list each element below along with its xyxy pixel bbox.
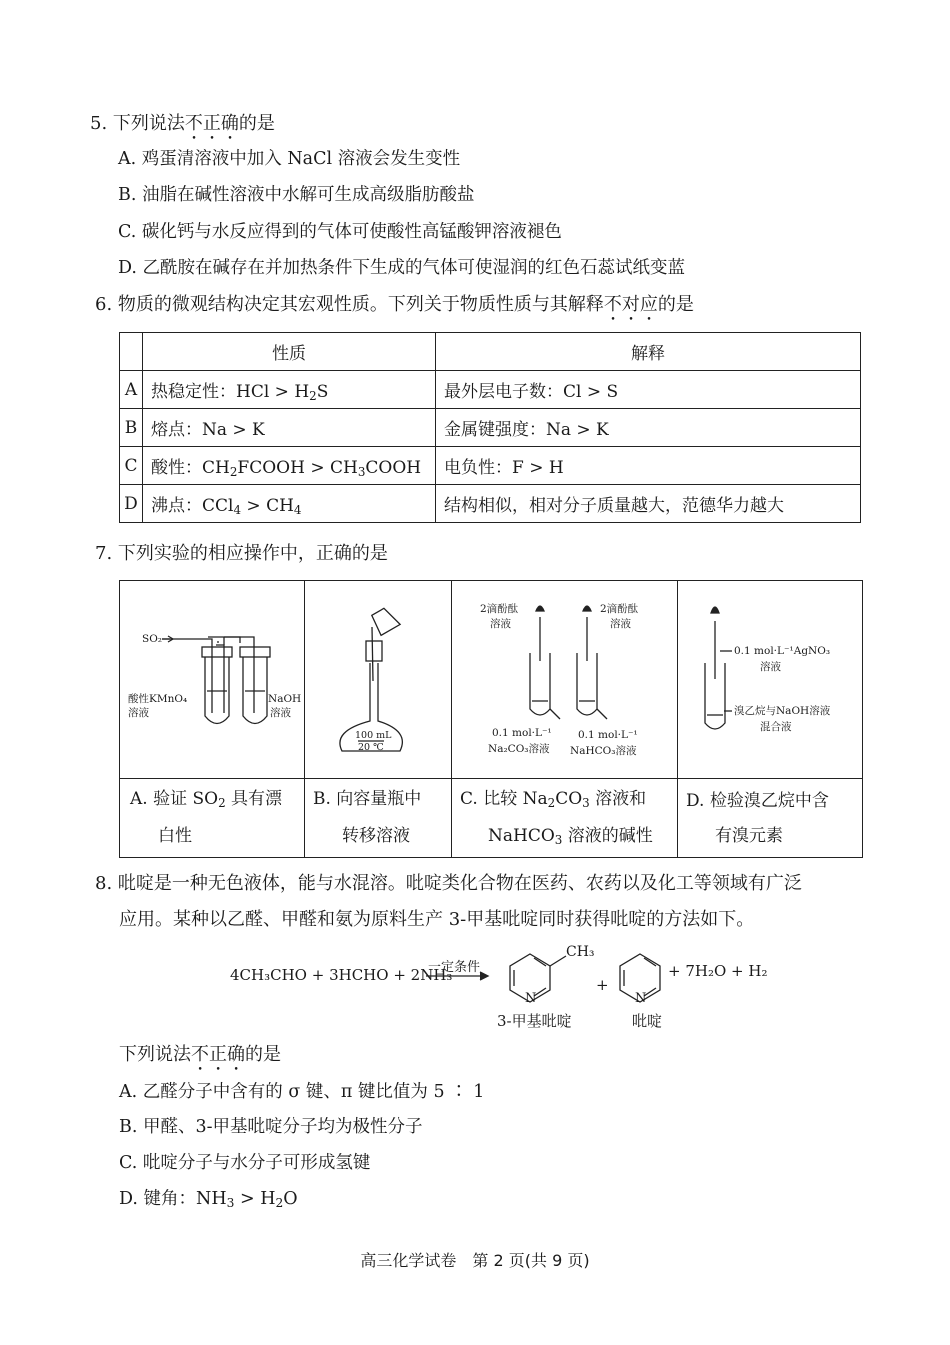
q8-number: 8. [95,873,113,894]
q5-emphasis [185,113,239,134]
q5-option-a: A. 鸡蛋清溶液中加入 NaCl 溶液会发生变性 [118,149,461,169]
row-property: 热稳定性：HCl > $H_2S$ [143,371,436,409]
label-flask-temp: 20 ℃ [358,742,384,753]
caption-c-line1: C. 比较 $Na_2CO_3$ 溶液和 [460,789,647,810]
row-property: 熔点：Na > K [143,409,436,447]
divider [120,778,862,779]
label-phenolphthalein-right-2: 溶液 [610,618,631,630]
page-footer: 高三化学试卷 第 2 页(共 9 页) [360,1251,590,1270]
row-key: B [120,409,143,447]
q7-stem [95,542,388,566]
nitrogen-atom-1: N [525,991,537,1006]
label-so2: SO₂ [142,633,163,645]
q8-stem-text: 吡啶是一种无色液体，能与水混溶。吡啶类化合物在医药、农药以及化工等领域有广泛 [117,873,802,894]
label-mixture-2: 混合液 [760,721,792,733]
q6-emphasis-text: 不对应 [603,294,658,315]
name-3-methylpyridine: 3-甲基吡啶 [497,1012,572,1030]
row-explain: 金属键强度：Na > K [436,409,861,447]
row-key: A [120,371,143,409]
equation-reactants: 4CH₃CHO + 3HCHO + 2NH₃ [230,966,453,984]
caption-b-line2: 转移溶液 [342,826,410,846]
q6-stem-tail: 的是 [657,294,694,315]
q8-sub-stem: 下列说法不正确的是 [119,1044,281,1065]
label-kmno4-solution: 溶液 [128,707,149,719]
label-conc-right: 0.1 mol·L⁻¹ [578,729,638,741]
equation-plus: + [596,976,609,994]
table-row [120,371,861,409]
name-pyridine: 吡啶 [632,1012,663,1030]
label-kmno4: 酸性KMnO₄ [128,693,188,705]
q8-stem-line2: 应用。某种以乙醛、甲醛和氨为原料生产 3-甲基吡啶同时获得吡啶的方法如下。 [119,909,755,930]
table-header-explain: 解释 [436,333,861,371]
row-key: C [120,447,143,485]
label-agno3: 0.1 mol·L⁻¹AgNO₃ [734,645,831,657]
q7-stem-text: 下列实验的相应操作中，正确的是 [117,543,388,564]
caption-a-line2: 白性 [158,826,192,846]
q5-option-c: C. 碳化钙与水反应得到的气体可使酸性高锰酸钾溶液褪色 [118,222,562,242]
label-flask-volume: 100 mL [355,730,392,741]
caption-d-line2: 有溴元素 [715,826,783,846]
label-phenolphthalein-left: 2滴酚酞 [480,603,519,615]
q5-emphasis-text: 不正确 [184,113,239,134]
row-property: 酸性：$CH_2FCOOH$ > $CH_3COOH$ [143,447,436,485]
q8-option-c: C. 吡啶分子与水分子可形成氢键 [119,1153,371,1173]
q5-stem-text: 下列说法 [112,113,185,134]
q6-stem-text: 物质的微观结构决定其宏观性质。下列关于物质性质与其解释 [117,294,604,315]
row-property: 沸点：$CCl_4 > CH_4$ [143,485,436,523]
table-header-property: 性质 [143,333,436,371]
label-phenolphthalein-left-2: 溶液 [490,618,511,630]
equation-products: + 7H₂O + H₂ [668,962,768,980]
q5-stem-tail: 的是 [238,113,275,134]
row-explain: 结构相似，相对分子质量越大，范德华力越大 [436,485,861,523]
caption-c-line2: NaHCO$_3$ 溶液的碱性 [488,826,653,847]
nitrogen-atom-2: N [635,991,647,1006]
q6-table [119,332,861,523]
q8-option-d: D. 键角：$NH_3 > H_2O$ [119,1189,298,1210]
table-row [120,447,861,485]
q5-stem [90,112,275,144]
label-conc-left: 0.1 mol·L⁻¹ [492,727,552,739]
q8-stem-line1 [95,872,802,896]
label-mixture: 溴乙烷与NaOH溶液 [734,705,831,717]
table-header-row [120,333,861,371]
q7-experiment-table [119,580,863,858]
table-row [120,409,861,447]
equation-condition: 一定条件 [428,960,481,975]
q8-option-b: B. 甲醛、3-甲基吡啶分子均为极性分子 [119,1117,423,1137]
q5-option-b: B. 油脂在碱性溶液中水解可生成高级脂肪酸盐 [118,185,475,205]
label-naoh: NaOH [268,693,302,705]
row-key: D [120,485,143,523]
table-row [120,485,861,523]
q6-stem [95,293,694,325]
q7-number: 7. [95,543,113,564]
caption-b-line1: B. 向容量瓶中 [313,789,422,809]
row-explain: 最外层电子数：Cl > S [436,371,861,409]
table-corner-cell [120,333,143,371]
caption-a-line1: A. 验证 $SO_2$ 具有漂 [130,789,283,810]
q5-number: 5. [90,113,108,134]
label-na2co3: Na₂CO₃溶液 [488,743,550,755]
methyl-group: CH₃ [566,944,595,960]
label-naoh-solution: 溶液 [270,707,291,719]
q6-number: 6. [95,294,113,315]
caption-d-line1: D. 检验溴乙烷中含 [686,791,829,811]
label-nahco3: NaHCO₃溶液 [570,745,637,757]
q5-option-d: D. 乙酰胺在碱存在并加热条件下生成的气体可使湿润的红色石蕊试纸变蓝 [118,258,686,278]
label-phenolphthalein-right: 2滴酚酞 [600,603,639,615]
q8-option-a: A. 乙醛分子中含有的 σ 键、π 键比值为 5 ∶ 1 [119,1082,485,1102]
label-agno3-solution: 溶液 [760,661,781,673]
row-explain: 电负性：F > H [436,447,861,485]
